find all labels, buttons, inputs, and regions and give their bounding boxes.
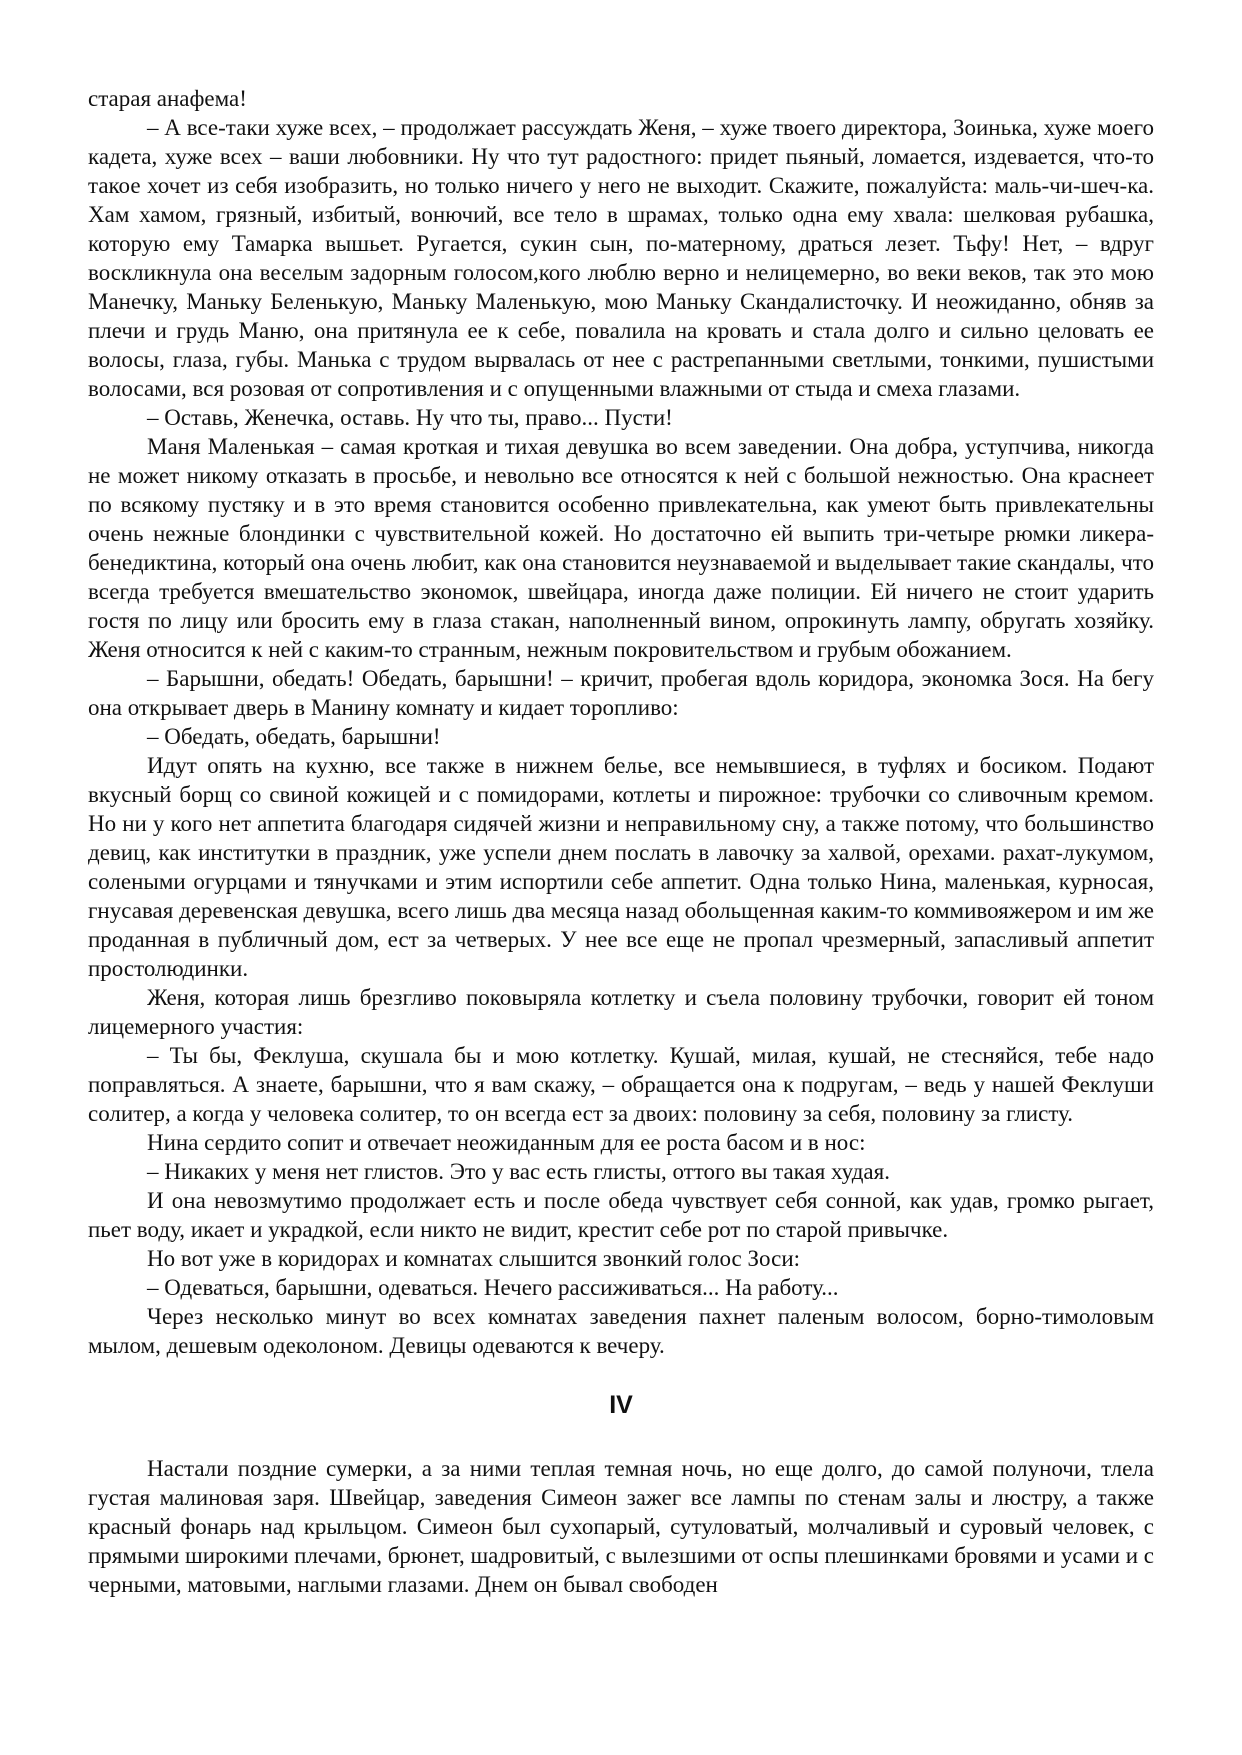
chapter-heading: IV bbox=[609, 1391, 633, 1419]
paragraph: – Одеваться, барышни, одеваться. Нечего рассиживаться... На работу... bbox=[147, 1275, 839, 1300]
paragraph: – Обедать, обедать, барышни! bbox=[147, 724, 441, 749]
paragraph: – Ты бы, Феклуша, скушала бы и мою котлетку. Кушай, милая, кушай, не стесняйся, тебе надо поправляться. А знаете, барышни, что я вам скажу, – обращается она к подругам, – ведь у нашей Феклуши солитер, а когда у человека солитер, то он всегда ест за двоих: половину за себя, половину за глисту. bbox=[88, 1043, 1154, 1126]
paragraph: И она невозмутимо продолжает есть и после обеда чувствует себя сонной, как удав, громко рыгает, пьет воду, икает и украдкой, если никто не видит, крестит себе рот по старой привычке. bbox=[88, 1188, 1154, 1242]
paragraph: старая анафема! bbox=[88, 86, 247, 111]
paragraph: – А все-таки хуже всех, – продолжает рассуждать Женя, – хуже твоего директора, Зоинька, хуже моего кадета, хуже всех – ваши любовники. Ну что тут радостного: придет пьяный, ломается, издевается, что-то такое хочет из себя изобразить, но только ничего у него не выходит. Скажите, пожалуйста: маль-чи-шеч-ка. Хам хамом, грязный, избитый, вонючий, все тело в шрамах, только одна ему хвала: шелковая рубашка, которую ему Тамарка вышьет. Ругается, сукин сын, по-матерному, драться лезет. Тьфу! Нет, – вдруг воскликнула она веселым задорным голосом,кого люблю верно и нелицемерно, во веки веков, так это мою Манечку, Маньку Беленькую, Маньку Маленькую, мою Маньку Скандалисточку. И неожиданно, обняв за плечи и грудь Маню, она притянула ее к себе, повалила на кровать и стала долго и сильно целовать ее волосы, глаза, губы. Манька с трудом вырвалась от нее с растрепанными светлыми, тонкими, пушистыми волосами, вся розовая от сопротивления и с опущенными влажными от стыда и смеха глазами. bbox=[88, 115, 1154, 401]
paragraph: Идут опять на кухню, все также в нижнем белье, все немывшиеся, в туфлях и босиком. Подают вкусный борщ со свиной кожицей и с помидорами, котлеты и пирожное: трубочки со сливочным кремом. Но ни у кого нет аппетита благодаря сидячей жизни и неправильному сну, а также потому, что большинство девиц, как институтки в праздник, уже успели днем послать в лавочку за халвой, орехами. рахат-лукумом, солеными огурцами и тянучками и этим испортили себе аппетит. Одна только Нина, маленькая, курносая, гнусавая деревенская девушка, всего лишь два месяца назад обольщенная каким-то коммивояжером и им же проданная в публичный дом, ест за четверых. У нее все еще не пропал чрезмерный, запасливый аппетит простолюдинки. bbox=[88, 753, 1154, 981]
paragraph: Но вот уже в коридорах и комнатах слышится звонкий голос Зоси: bbox=[147, 1246, 801, 1271]
paragraph: Женя, которая лишь брезгливо поковыряла котлетку и съела половину трубочки, говорит ей тоном лицемерного участия: bbox=[88, 985, 1154, 1039]
paragraph: Нина сердито сопит и отвечает неожиданным для ее роста басом и в нос: bbox=[147, 1130, 866, 1155]
paragraph: – Оставь, Женечка, оставь. Ну что ты, право... Пусти! bbox=[147, 405, 673, 430]
paragraph: Настали поздние сумерки, а за ними теплая темная ночь, но еще долго, до самой полуночи, тлела густая малиновая заря. Швейцар, заведения Симеон зажег все лампы по стенам залы и люстру, а также красный фонарь над крыльцом. Симеон был сухопарый, сутуловатый, молчаливый и суровый человек, с прямыми широкими плечами, брюнет, шадровитый, с вылезшими от оспы плешинками бровями и усами и с черными, матовыми, наглыми глазами. Днем он бывал свободен bbox=[88, 1456, 1154, 1597]
document-page bbox=[88, 84, 1154, 1599]
paragraph: – Барышни, обедать! Обедать, барышни! – кричит, пробегая вдоль коридора, экономка Зося. На бегу она открывает дверь в Манину комнату и кидает торопливо: bbox=[88, 666, 1154, 720]
paragraph: Через несколько минут во всех комнатах заведения пахнет паленым волосом, борно-тимоловым мылом, дешевым одеколоном. Девицы одеваются к вечеру. bbox=[88, 1304, 1154, 1358]
paragraph: Маня Маленькая – самая кроткая и тихая девушка во всем заведении. Она добра, уступчива, никогда не может никому отказать в просьбе, и невольно все относятся к ней с большой нежностью. Она краснеет по всякому пустяку и в это время становится особенно привлекательна, как умеют быть привлекательны очень нежные блондинки с чувствительной кожей. Но достаточно ей выпить три-четыре рюмки ликера-бенедиктина, который она очень любит, как она становится неузнаваемой и выделывает такие скандалы, что всегда требуется вмешательство экономок, швейцара, иногда даже полиции. Ей ничего не стоит ударить гостя по лицу или бросить ему в глаза стакан, наполненный вином, опрокинуть лампу, обругать хозяйку. Женя относится к ней с каким-то странным, нежным покровительством и грубым обожанием. bbox=[88, 434, 1154, 662]
paragraph: – Никаких у меня нет глистов. Это у вас есть глисты, оттого вы такая худая. bbox=[147, 1159, 890, 1184]
